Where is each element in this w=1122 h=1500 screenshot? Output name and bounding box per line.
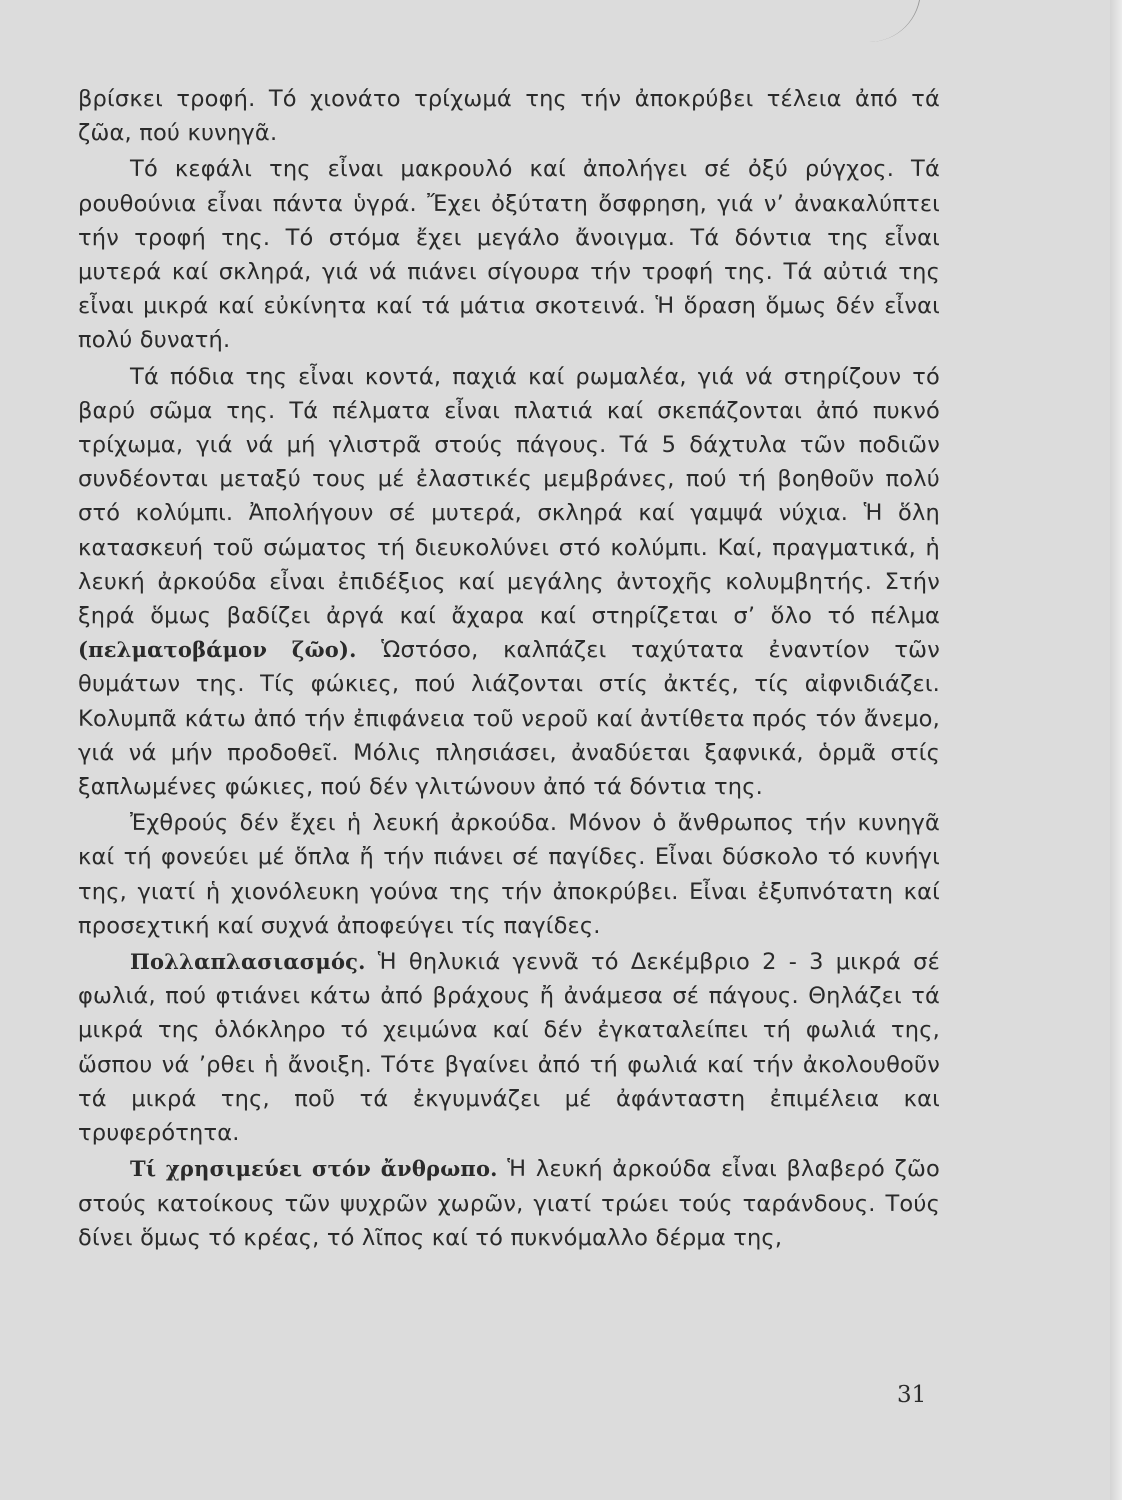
paragraph-4-text: Ἐχθρούς δέν ἔχει ἡ λευκή ἀρκούδα. Μόνον ὁ ἄνθρωπος τήν κυνηγᾶ καί τή φονεύει μέ ὅπλα ἤ τήν πιάνει σέ παγίδες. Εἶναι δύσκολο τό κυνήγι της, γιατί ἡ χιονόλευκη γούνα της τήν ἀποκρύβει. Εἶναι ἐξυπνότατη καί προσεχτική καί συχνά ἀποφεύγει τίς παγίδες. — [78, 810, 940, 939]
plantigrade-term: (πελματοβάμον ζῶο). — [78, 637, 357, 663]
section-heading-usefulness: Τί χρησιμεύει στόν ἄνθρωπο. — [130, 1156, 498, 1182]
paragraph-3-text-b: Ὡστόσο, καλπάζει ταχύτατα ἐναντίον τῶν θυμάτων της. Τίς φώκιες, πού λιάζονται στίς ἀκτές, τίς αἰφνιδιάζει. Κολυμπᾶ κάτω ἀπό τήν ἐπιφάνεια τοῦ νεροῦ καί ἀντίθετα πρός τόν ἄνεμο, γιά νά μήν προδοθεῖ. Μόλις πλησιάσει, ἀναδύεται ξαφνικά, ὁρμᾶ στίς ξαπλωμένες φώκιες, πού δέν γλιτώνουν ἀπό τά δόντια της. — [78, 637, 940, 801]
paragraph-3 — [78, 360, 940, 805]
page-edge — [1110, 0, 1122, 1500]
paragraph-6 — [78, 1152, 940, 1255]
section-heading-reproduction: Πολλαπλασιασμός. — [130, 949, 366, 975]
paragraph-1 — [78, 82, 940, 150]
page-text — [78, 82, 940, 1255]
paragraph-5-text: Ἡ θηλυκιά γεννᾶ τό Δεκέμβριο 2 - 3 μικρά σέ φωλιά, πού φτιάνει κάτω ἀπό βράχους ἤ ἀνάμεσα σέ πάγους. Θηλάζει τά μικρά της ὁλόκληρο τό χειμώνα καί δέν ἐγκαταλείπει τή φωλιά της, ὥσπου νά ’ρθει ἡ ἄνοιξη. Τότε βγαίνει ἀπό τή φωλιά καί τήν ἀκολουθοῦν τά μικρά της, ποῦ τά ἐκγυμνάζει μέ ἀφάνταστη ἐπιμέλεια και τρυφερότητα. — [78, 949, 940, 1147]
paragraph-2-text: Τό κεφάλι της εἶναι μακρουλό καί ἀπολήγει σέ ὀξύ ρύγχος. Τά ρουθούνια εἶναι πάντα ὑγρά. Ἔχει ὀξύτατη ὄσφρηση, γιά ν’ ἀνακαλύπτει τήν τροφή της. Τό στόμα ἔχει μεγάλο ἄνοιγμα. Τά δόντια της εἶναι μυτερά καί σκληρά, γιά νά πιάνει σίγουρα τήν τροφή της. Τά αὐτιά της εἶναι μικρά καί εὐκίνητα καί τά μάτια σκοτεινά. Ἡ ὅραση ὅμως δέν εἶναι πολύ δυνατή. — [78, 156, 940, 354]
paragraph-5 — [78, 945, 940, 1150]
page-number: 31 — [897, 1382, 927, 1408]
page-corner-curl — [860, 0, 921, 42]
paragraph-1-text: βρίσκει τροφή. Τό χιονάτο τρίχωμά της τήν ἀποκρύβει τέλεια ἀπό τά ζῶα, πού κυνηγᾶ. — [78, 86, 940, 147]
paragraph-2 — [78, 152, 940, 357]
paragraph-4 — [78, 806, 940, 943]
paragraph-6-text: Ἡ λευκή ἀρκούδα εἶναι βλαβερό ζῶο στούς κατοίκους τῶν ψυχρῶν χωρῶν, γιατί τρώει τούς ταράνδους. Τούς δίνει ὅμως τό κρέας, τό λῖπος καί τό πυκνόμαλλο δέρμα της, — [78, 1156, 940, 1251]
paragraph-3-text-a: Τά πόδια της εἶναι κοντά, παχιά καί ρωμαλέα, γιά νά στηρίζουν τό βαρύ σῶμα της. Τά πέλματα εἶναι πλατιά καί σκεπάζονται ἀπό πυκνό τρίχωμα, γιά νά μή γλιστρᾶ στούς πάγους. Τά 5 δάχτυλα τῶν ποδιῶν συνδέονται μεταξύ τους μέ ἐλαστικές μεμβράνες, πού τή βοηθοῦν πολύ στό κολύμπι. Ἀπολήγουν σέ μυτερά, σκληρά καί γαμψά νύχια. Ἡ ὅλη κατασκευή τοῦ σώματος τή διευκολύνει στό κολύμπι. Καί, πραγματικά, ἡ λευκή ἀρκούδα εἶναι ἐπιδέξιος καί μεγάλης ἀντοχῆς κολυμβητής. Στήν ξηρά ὅμως βαδίζει ἀργά καί ἄχαρα καί στηρίζεται σ’ ὅλο τό πέλμα — [78, 363, 940, 630]
